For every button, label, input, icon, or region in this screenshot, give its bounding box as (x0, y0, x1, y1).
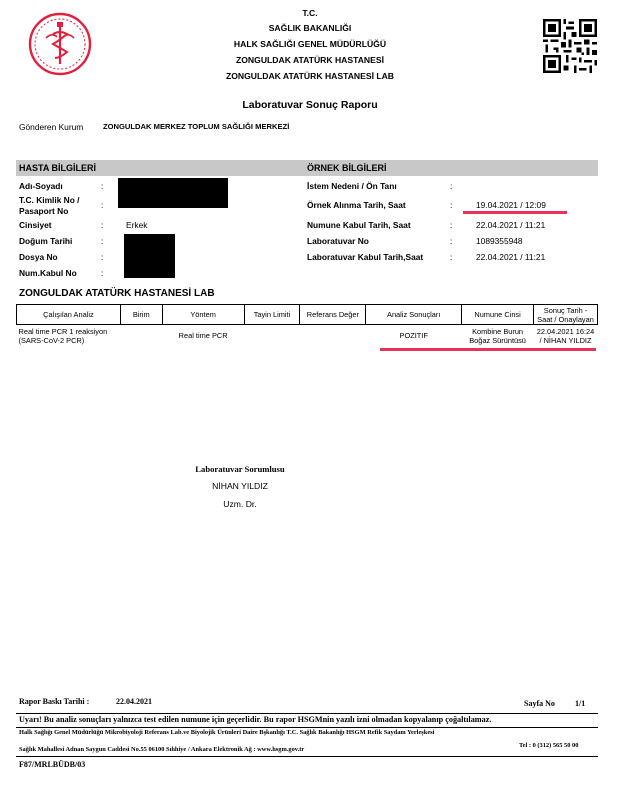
highlight-underline (380, 348, 596, 351)
redacted-birth-and-file (124, 234, 175, 278)
sample-reason-label: İstem Nedeni / Ön Tanı (307, 181, 397, 191)
col-header-method: Yöntem (162, 305, 244, 325)
cell-analysis: Real time PCR 1 reaksiyon (SARS-CoV-2 PCR) (18, 327, 108, 345)
signature-degree: Uzm. Dr. (223, 499, 257, 509)
lab-section-title: ZONGULDAK ATATÜRK HASTANESİ LAB (19, 288, 215, 299)
header-line-directorate: HALK SAĞLIĞI GENEL MÜDÜRLÜĞÜ (233, 39, 387, 49)
sample-accept-label: Numune Kabul Tarih, Saat (307, 220, 411, 230)
colon: : (450, 220, 453, 230)
colon: : (101, 220, 104, 230)
redacted-name (118, 178, 228, 208)
col-header-limit: Tayin Limiti (244, 305, 300, 325)
colon: : (101, 181, 104, 191)
header-line-tc: T.C. (302, 8, 318, 18)
colon: : (101, 236, 104, 246)
colon: : (450, 236, 453, 246)
cell-result-date: 22.04.2021 16:24 / NİHAN YILDIZ (536, 327, 595, 345)
lab-no-value: 1089355948 (476, 236, 523, 246)
colon: : (101, 252, 104, 262)
lab-no-label: Laboratuvar No (307, 236, 369, 246)
colon: : (450, 252, 453, 262)
colon: : (450, 200, 453, 210)
patient-section-title: HASTA BİLGİLERİ (19, 163, 96, 173)
sample-accept-value: 22.04.2021 / 11:21 (476, 220, 546, 230)
cell-sample-type: Kombine Burun Boğaz Sürüntüsü (469, 327, 526, 345)
cell-limit (244, 325, 300, 348)
patient-gender-value: Erkek (126, 220, 148, 230)
patient-birthdate-label: Doğum Tarihi (19, 236, 73, 246)
report-title: Laboratuvar Sonuç Raporu (242, 99, 378, 111)
lab-accept-label: Laboratuvar Kabul Tarih,Saat (307, 252, 424, 262)
sample-section-title: ÖRNEK BİLGİLERİ (307, 163, 387, 173)
print-date-value: 22.04.2021 (116, 697, 152, 706)
patient-id-label: T.C. Kimlik No / Pasaport No (19, 195, 80, 216)
sender-label: Gönderen Kurum (19, 122, 84, 132)
patient-gender-label: Cinsiyet (19, 220, 52, 230)
patient-name-label: Adı-Soyadı (19, 181, 63, 191)
signature-title: Laboratuvar Sorumlusu (195, 464, 285, 474)
table-header-row (17, 305, 598, 325)
footer-address-1: Halk Sağlığı Genel Müdürlüğü Mikrobiyoloji Referans Lab.ve Biyolojik Ürünleri Daire Bşkanlığı T.C. Sağlık Bakanlığı HSGM Refik Saydam Yerleşkesi (19, 729, 435, 736)
colon: : (101, 200, 104, 210)
patient-file-label: Dosya No (19, 252, 58, 262)
col-header-unit: Birim (120, 305, 162, 325)
sender-value: ZONGULDAK MERKEZ TOPLUM SAĞLIĞI MERKEZİ (103, 122, 290, 131)
patient-accept-no-label: Num.Kabul No (19, 268, 77, 278)
col-header-result: Analiz Sonuçları (366, 305, 462, 325)
footer-divider (16, 713, 598, 714)
page-value: 1/1 (575, 699, 586, 708)
cell-unit (120, 325, 162, 348)
footer-divider (16, 756, 598, 757)
footer-divider (16, 727, 598, 728)
cell-method: Real time PCR (178, 331, 228, 340)
header-line-lab: ZONGULDAK ATATÜRK HASTANESİ LAB (225, 71, 395, 81)
col-header-sample-type: Numune Cinsi (462, 305, 534, 325)
qr-code-icon (543, 19, 597, 73)
sample-date-value: 19.04.2021 / 12:09 (476, 200, 546, 210)
footer-phone: Tel : 0 (312) 565 50 00 (519, 742, 579, 749)
print-date-label: Rapor Baskı Tarihi : (19, 697, 90, 706)
highlight-underline (463, 211, 567, 214)
page-label: Sayfa No (524, 699, 555, 708)
footer-warning: Uyarı! Bu analiz sonuçları yalnızca test edilen numune için geçerlidir. Bu rapor HSGMnin yazılı izni olmadan kopyalanıp çoğaltılamaz. (19, 715, 492, 724)
footer-address-2: Sağlık Mahallesi Adnan Saygun Caddesi No.55 06100 Sıhhiye / Ankara Elektronik Ağ : www.hsgm.gov.tr (19, 746, 305, 753)
results-table (16, 304, 598, 347)
signature-name: NİHAN YILDIZ (212, 481, 268, 491)
sample-date-label: Örnek Alınma Tarih, Saat (307, 200, 406, 210)
form-code: F87/MRLBÜDB/03 (19, 760, 86, 769)
lab-accept-value: 22.04.2021 / 11:21 (476, 252, 546, 262)
col-header-reference: Referans Değer (300, 305, 366, 325)
colon: : (450, 181, 453, 191)
col-header-analysis: Çalışılan Analiz (17, 305, 121, 325)
cell-reference (300, 325, 366, 348)
cell-result: POZITIF (399, 331, 428, 340)
table-row (17, 325, 598, 348)
header-line-ministry: SAĞLIK BAKANLIĞI (268, 23, 352, 33)
colon: : (101, 268, 104, 278)
header-line-hospital: ZONGULDAK ATATÜRK HASTANESİ (236, 55, 384, 65)
col-header-result-date: Sonuç Tarih - Saat / Onaylayan (534, 305, 598, 325)
